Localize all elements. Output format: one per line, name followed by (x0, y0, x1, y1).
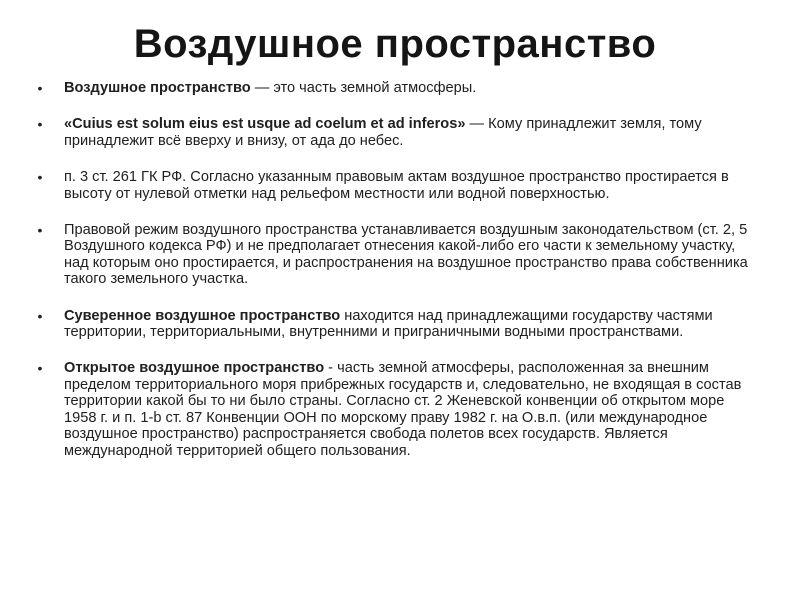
item-text: — это часть земной атмосферы. (250, 80, 477, 96)
list-item (34, 80, 756, 96)
term-bold: Суверенное воздушное пространство (64, 307, 341, 324)
item-text: — Кому принадлежит земля, тому принадлежит всё вверху и внизу, от ада до небес. (64, 116, 702, 149)
list-item (34, 169, 756, 202)
item-text: находится над принадлежащими государству частями территории, территориальными, внутренними и приграничными водными пространствами. (64, 307, 713, 341)
term-bold: Открытое воздушное пространство (64, 360, 325, 377)
item-text: Правовой режим воздушного пространства устанавливается воздушным законодательством (ст. 2, 5 Воздушного кодекса РФ) и не предполагает отнесения какой-либо его части к земельному участку, над которым оно простирается, и распространения на воздушное пространство права собственника такого земельного участка. (64, 222, 748, 288)
bullet-icon: • (37, 222, 43, 239)
latin-quote: «Cuius est solum eius est usque ad coelum et ad inferos» (64, 116, 466, 133)
term-bold: Воздушное пространство (64, 80, 251, 96)
item-text: - часть земной атмосферы, расположенная за внешним пределом территориального моря прибрежных государств и, следовательно, не входящая в состав территории какой бы то ни было страны. Согласно ст. 2 Женевской конвенции об открытом море 1958 г. и п. 1-b ст. 87 Конвенции ООН по морскому праву 1982 г. на О.в.п. (или международное воздушное пространство) распространяется свобода полетов всех государств. Является международной территорией общего пользования. (64, 360, 742, 459)
bullet-icon: • (37, 360, 43, 377)
bullet-icon: • (37, 116, 43, 133)
bullet-icon: • (37, 169, 43, 186)
slide-title: Воздушное пространство (133, 22, 657, 66)
list-item (34, 116, 756, 149)
list-item (34, 308, 756, 341)
bullet-icon: • (37, 80, 43, 96)
item-text: п. 3 ст. 261 ГК РФ. Согласно указанным правовым актам воздушное пространство простирается в высоту от нулевой отметки над рельефом местности или водной поверхностью. (64, 169, 729, 202)
list-item (34, 222, 756, 288)
list-item (34, 360, 756, 458)
bullet-list (34, 80, 756, 459)
bullet-icon: • (37, 307, 43, 324)
